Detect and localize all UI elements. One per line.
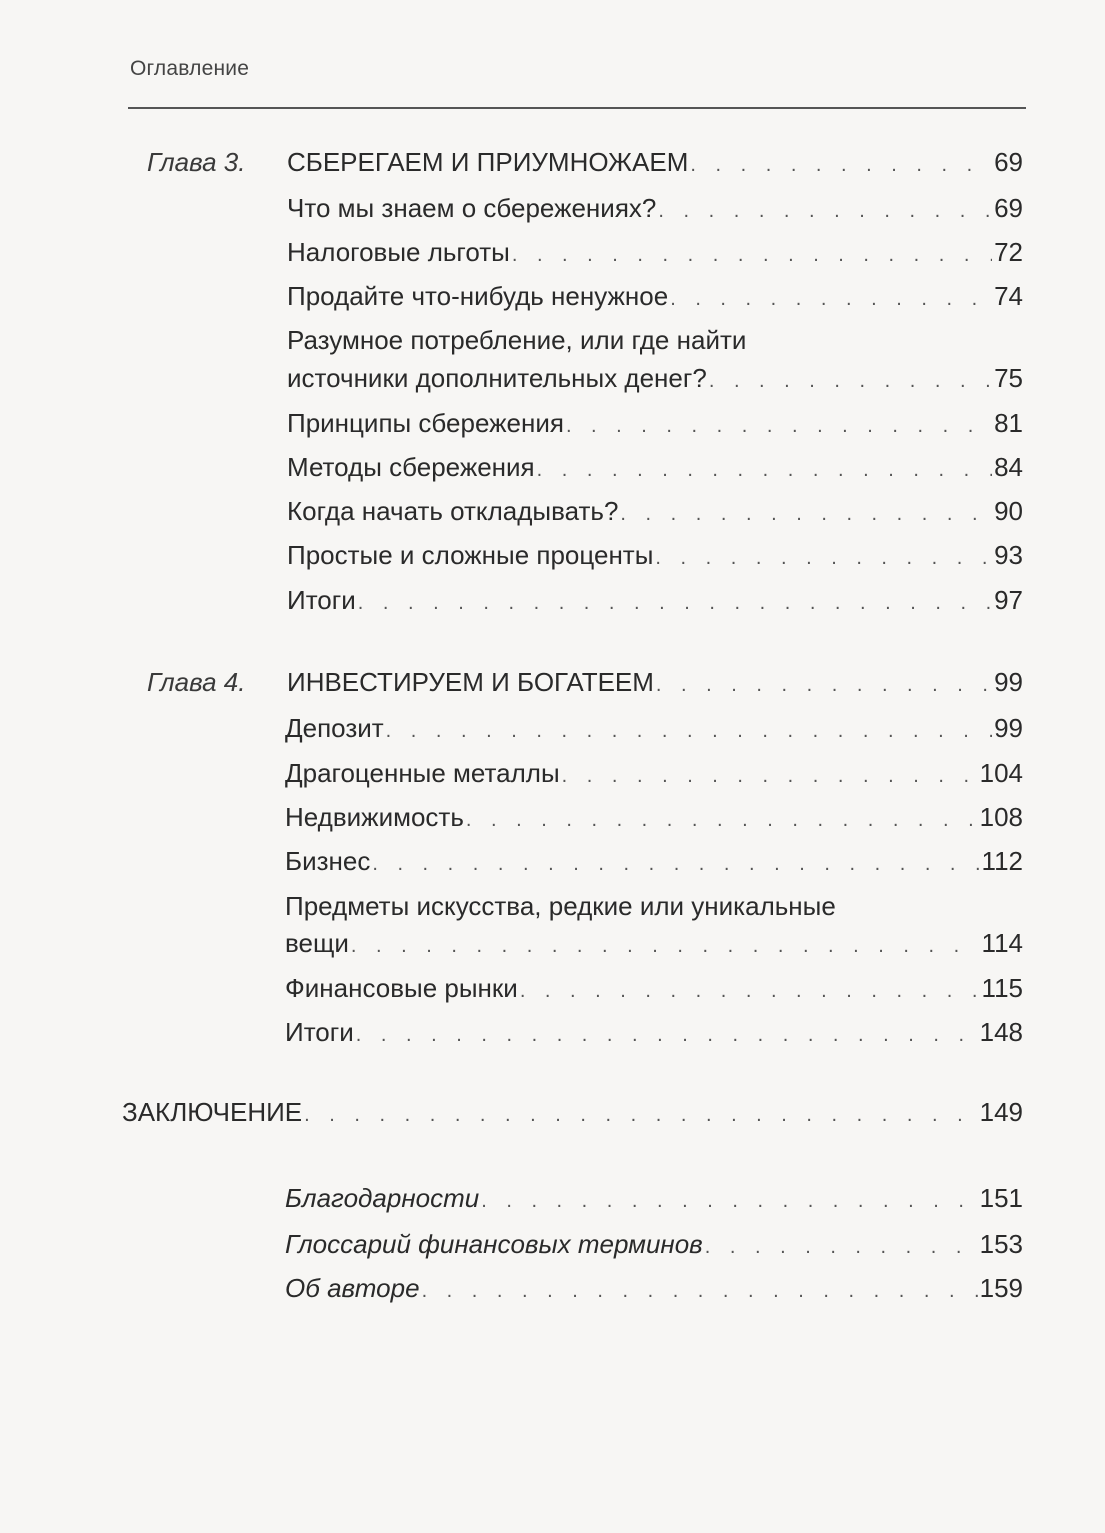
section-row [0, 795, 1105, 839]
page-number: 69 [994, 193, 1023, 223]
page-number: 151 [979, 1183, 1023, 1213]
toc-entry[interactable] [285, 839, 1023, 886]
toc-entry[interactable] [287, 186, 1023, 233]
section-title: Итоги [285, 1017, 354, 1047]
chapter-3-row [0, 140, 1105, 184]
section-row [0, 489, 1105, 533]
header-rule [128, 107, 1026, 109]
section-row [0, 401, 1105, 445]
section-row [0, 966, 1105, 1010]
section-row [0, 274, 1105, 318]
section-title: Бизнес [285, 846, 371, 876]
toc-entry[interactable] [285, 795, 1023, 842]
toc-entry[interactable] [287, 578, 1023, 625]
page-number: 90 [994, 496, 1023, 526]
page-number: 75 [994, 363, 1023, 393]
section-row [0, 533, 1105, 577]
section-title: Финансовые рынки [285, 973, 518, 1003]
dot-leader [537, 448, 992, 492]
toc-entry[interactable] [285, 1010, 1023, 1057]
dot-leader [386, 709, 992, 753]
toc-entry[interactable] [287, 230, 1023, 277]
chapter-label: Глава 4. [147, 667, 246, 697]
dot-leader [466, 798, 978, 842]
page-number: 108 [979, 802, 1023, 832]
toc-entry[interactable] [285, 1176, 1023, 1223]
dot-leader [709, 359, 992, 403]
section-title: Принципы сбережения [287, 408, 564, 438]
section-title: Итоги [287, 585, 356, 615]
dot-leader [512, 233, 992, 277]
section-row [0, 839, 1105, 883]
chapter-label: Глава 3. [147, 147, 246, 177]
running-head: Оглавление [130, 57, 250, 80]
section-title: Когда начать откладывать? [287, 496, 619, 526]
section-row [0, 706, 1105, 750]
page-number: 99 [994, 713, 1023, 743]
toc-entry[interactable] [287, 140, 1023, 187]
dot-leader [372, 842, 979, 886]
dot-leader [670, 277, 992, 321]
toc-entry[interactable] [287, 356, 1023, 403]
toc-entry[interactable] [287, 274, 1023, 321]
dot-leader [655, 536, 992, 580]
section-title: Продайте что-нибудь ненужное [287, 281, 669, 311]
chapter-title: СБЕРЕГАЕМ И ПРИУМНОЖАЕМ [287, 147, 689, 177]
toc-entry[interactable] [285, 1222, 1023, 1269]
dot-leader [358, 581, 992, 625]
section-row [0, 1010, 1105, 1054]
back-matter-title: Об авторе [285, 1273, 420, 1303]
back-matter-title: Благодарности [285, 1183, 480, 1213]
section-row [0, 186, 1105, 230]
page-number: 112 [981, 846, 1023, 876]
dot-leader [422, 1269, 978, 1313]
toc-entry[interactable] [287, 660, 1023, 707]
section-row [0, 578, 1105, 622]
section-title: источники дополнительных денег? [287, 363, 707, 393]
toc-entry[interactable] [287, 401, 1023, 448]
section-title: Драгоценные металлы [285, 758, 560, 788]
section-title: Методы сбережения [287, 452, 535, 482]
toc-entry[interactable] [285, 751, 1023, 798]
back-matter-row [0, 1176, 1105, 1220]
section-row [0, 356, 1105, 400]
section-row [0, 445, 1105, 489]
dot-leader [481, 1179, 977, 1223]
section-title-line1[interactable]: Предметы искусства, редкие или уникальные [285, 891, 836, 921]
back-matter-title: Глоссарий финансовых терминов [285, 1229, 703, 1259]
chapter-title: ИНВЕСТИРУЕМ И БОГАТЕЕМ [287, 667, 654, 697]
dot-leader [351, 924, 980, 968]
toc-entry[interactable] [285, 921, 1023, 968]
page-number: 84 [994, 452, 1023, 482]
dot-leader [304, 1093, 977, 1137]
section-title: Недвижимость [285, 802, 464, 832]
conclusion-row [0, 1090, 1105, 1134]
page-number: 153 [979, 1229, 1023, 1259]
page-number: 104 [979, 758, 1023, 788]
toc-entry[interactable] [287, 445, 1023, 492]
toc-entry[interactable] [287, 489, 1023, 536]
dot-leader [562, 754, 978, 798]
page-number: 97 [994, 585, 1023, 615]
toc-entry[interactable] [285, 706, 1023, 753]
page-number: 149 [979, 1097, 1023, 1127]
toc-entry[interactable] [285, 1266, 1023, 1313]
toc-entry[interactable] [285, 966, 1023, 1013]
back-matter-row [0, 1266, 1105, 1310]
toc-entry[interactable] [122, 1090, 1023, 1137]
section-row [0, 921, 1105, 965]
page-number: 72 [994, 237, 1023, 267]
dot-leader [658, 189, 992, 233]
dot-leader [356, 1013, 978, 1057]
dot-leader [566, 404, 992, 448]
page-number: 81 [994, 408, 1023, 438]
page-number: 159 [979, 1273, 1023, 1303]
page-number: 115 [981, 973, 1023, 1003]
page-number: 114 [981, 928, 1023, 958]
dot-leader [656, 663, 992, 707]
page-number: 99 [994, 667, 1023, 697]
section-title: Что мы знаем о сбережениях? [287, 193, 657, 223]
page-number: 93 [994, 540, 1023, 570]
section-title-line1[interactable]: Разумное потребление, или где найти [287, 325, 747, 355]
conclusion-title: ЗАКЛЮЧЕНИЕ [122, 1097, 303, 1127]
toc-entry[interactable] [287, 533, 1023, 580]
dot-leader [620, 492, 992, 536]
section-row [0, 230, 1105, 274]
page-number: 74 [994, 281, 1023, 311]
chapter-4-row [0, 660, 1105, 704]
section-title: вещи [285, 928, 349, 958]
dot-leader [705, 1225, 978, 1269]
page-number: 69 [994, 147, 1023, 177]
section-title: Депозит [285, 713, 384, 743]
dot-leader [690, 143, 992, 187]
back-matter-row [0, 1222, 1105, 1266]
section-row [0, 751, 1105, 795]
section-title: Простые и сложные проценты [287, 540, 654, 570]
page-number: 148 [979, 1017, 1023, 1047]
dot-leader [520, 969, 980, 1013]
section-title: Налоговые льготы [287, 237, 510, 267]
